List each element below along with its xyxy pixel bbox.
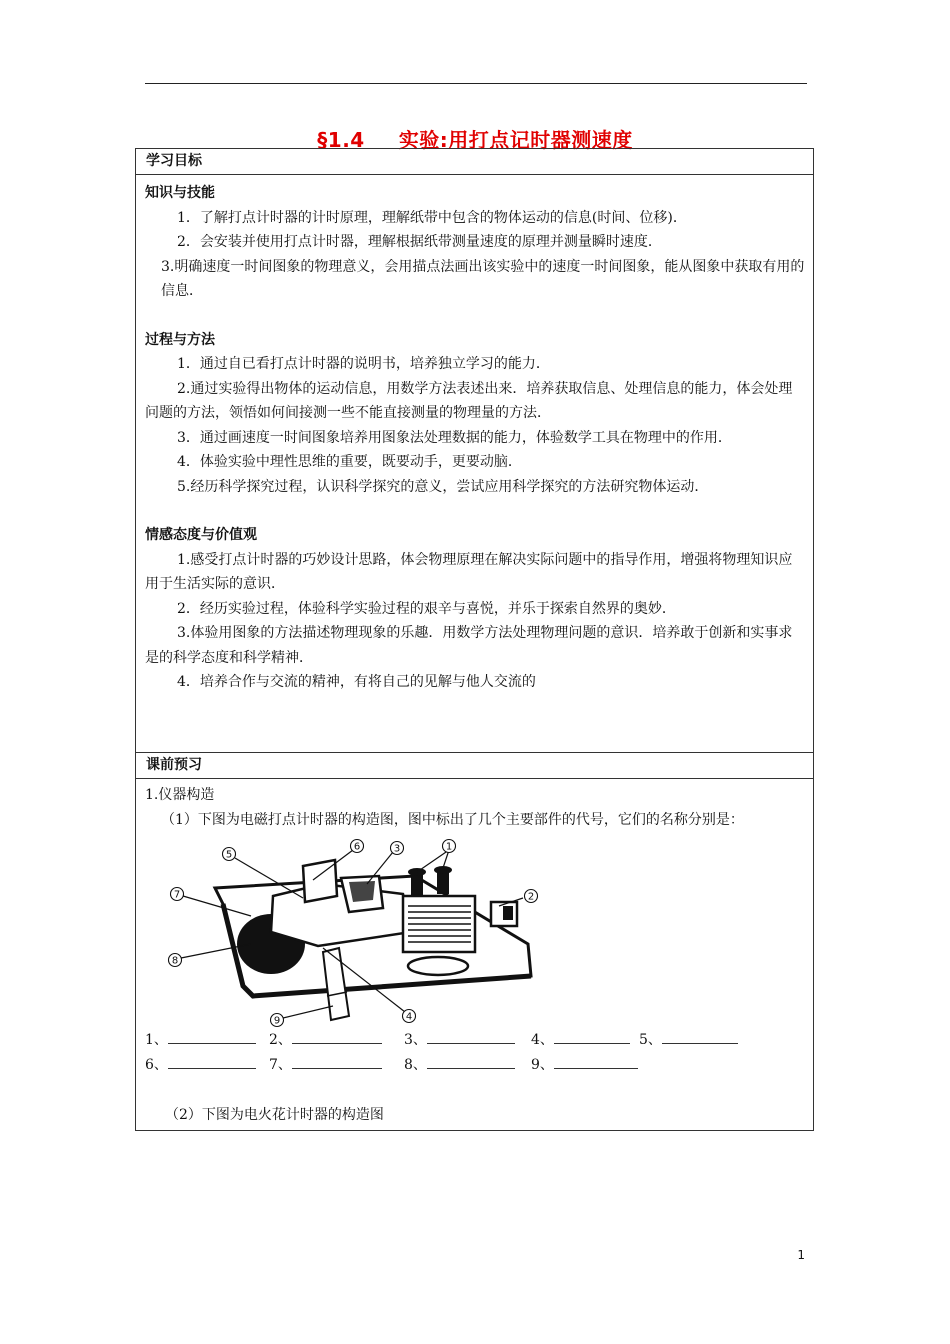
answer-blanks (145, 1028, 805, 1077)
knowledge-item-1: 1．了解打点计时器的计时原理，理解纸带中包含的物体运动的信息(时间、位移)． (177, 209, 687, 226)
instrument-structure-label: 1.仪器构造 (145, 787, 215, 803)
question-1: （1）下图为电磁打点计时器的构造图，图中标出了几个主要部件的代号，它们的名称分别是： (161, 811, 744, 828)
blank-1[interactable]: 1、 (145, 1028, 269, 1053)
lesson-table (135, 148, 814, 1131)
blank-8[interactable]: 8、 (404, 1053, 531, 1078)
blank-7[interactable]: 7、 (269, 1053, 404, 1078)
figure-label-6: 6 (353, 841, 361, 853)
figure-label-5: 5 (225, 849, 233, 861)
electromagnetic-timer-figure (153, 836, 553, 1028)
preview-header: 课前预习 (136, 753, 813, 779)
knowledge-heading: 知识与技能 (145, 185, 215, 201)
learning-goals-cell (136, 175, 813, 753)
blank-9[interactable]: 9、 (531, 1053, 651, 1078)
figure-label-7: 7 (173, 889, 181, 901)
blank-4[interactable]: 4、 (531, 1028, 639, 1053)
blank-5[interactable]: 5、 (639, 1028, 749, 1053)
learning-goals-header: 学习目标 (136, 149, 813, 175)
process-item-4: 4．体验实验中理性思维的重要，既要动手，更要动脑． (177, 454, 522, 470)
preview-cell (136, 779, 813, 1130)
process-item-3: 3．通过画速度一时间图象培养用图象法处理数据的能力，体验数学工具在物理中的作用． (177, 429, 732, 446)
emotion-item-3: 3.体验用图象的方法描述物理现象的乐趣．用数学方法处理物理问题的意识．培养敢于创新和实事求是的科学态度和科学精神． (145, 625, 793, 666)
emotion-item-1: 1.感受打点计时器的巧妙设计思路，体会物理原理在解决实际问题中的指导作用，增强将物理知识应用于生活实际的意识． (145, 551, 793, 592)
emotion-item-4: 4．培养合作与交流的精神，有将自己的见解与他人交流的 (177, 674, 536, 690)
header-rule (145, 83, 807, 84)
process-item-5: 5.经历科学探究过程，认识科学探究的意义，尝试应用科学探究的方法研究物体运动． (177, 478, 709, 495)
figure-label-4: 4 (405, 1011, 413, 1023)
page-number: 1 (797, 1248, 805, 1262)
process-item-2: 2.通过实验得出物体的运动信息，用数学方法表述出来．培养获取信息、处理信息的能力，体会处理问题的方法，领悟如何间接测一些不能直接测量的物理量的方法． (145, 380, 793, 421)
knowledge-item-2: 2．会安装并使用打点计时器，理解根据纸带测量速度的原理并测量瞬时速度． (177, 234, 662, 250)
knowledge-item-3: 3.明确速度一时间图象的物理意义，会用描点法画出该实验中的速度一时间图象，能从图象中获取有用的信息． (161, 258, 805, 299)
blank-3[interactable]: 3、 (404, 1028, 531, 1053)
section-number: §1.4 (317, 128, 365, 152)
emotion-heading: 情感态度与价值观 (145, 527, 257, 543)
title-text: 实验:用打点记时器测速度 (398, 128, 633, 152)
figure-label-2: 2 (527, 891, 535, 903)
blank-6[interactable]: 6、 (145, 1053, 269, 1078)
figure-label-8: 8 (171, 955, 179, 967)
emotion-item-2: 2．经历实验过程，体验科学实验过程的艰辛与喜悦，并乐于探索自然界的奥妙． (177, 600, 676, 617)
timer-diagram (153, 836, 553, 1028)
question-2: （2）下图为电火花计时器的构造图 (165, 1107, 384, 1123)
process-heading: 过程与方法 (145, 331, 215, 348)
figure-label-3: 3 (393, 843, 401, 855)
figure-label-1: 1 (445, 841, 453, 853)
process-item-1: 1．通过自已看打点计时器的说明书，培养独立学习的能力． (177, 356, 550, 372)
blank-2[interactable]: 2、 (269, 1028, 404, 1053)
figure-label-9: 9 (273, 1015, 281, 1027)
